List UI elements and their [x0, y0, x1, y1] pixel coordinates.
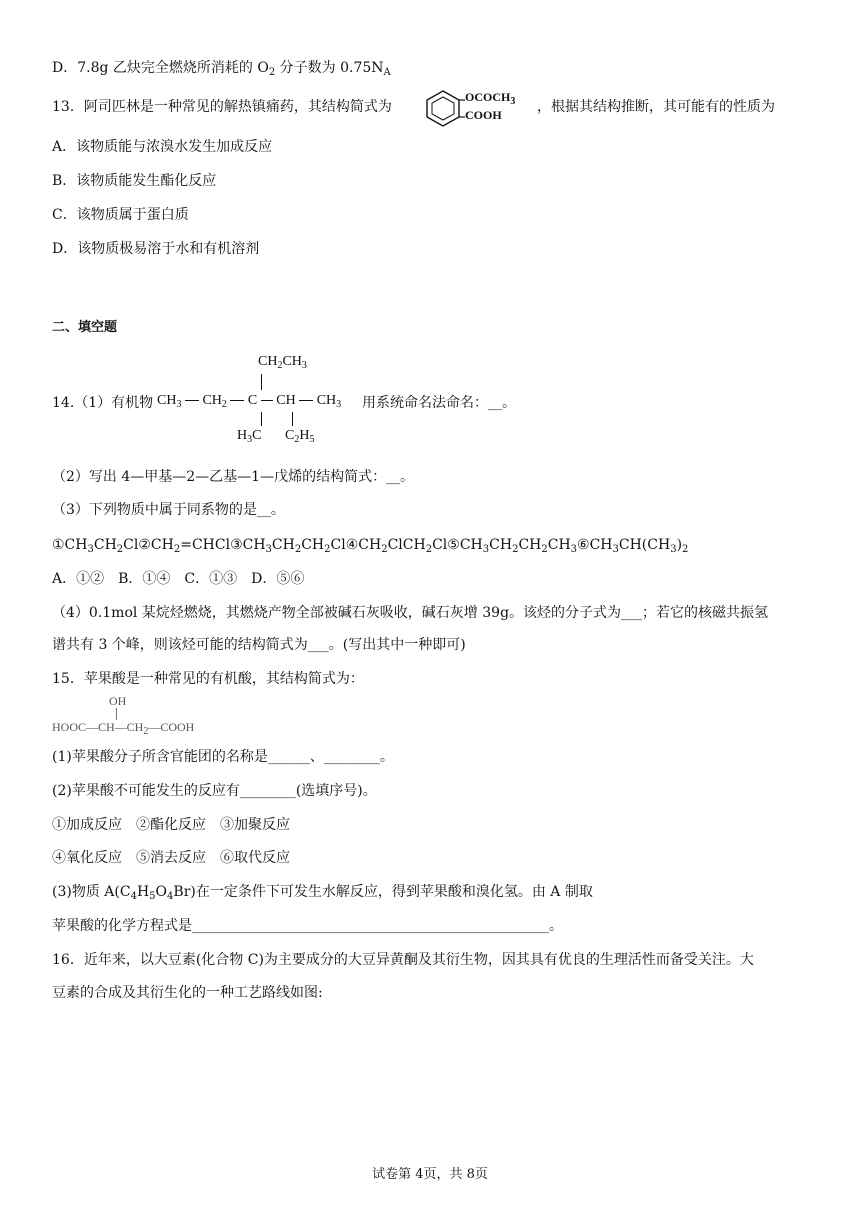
- q14-choices: A．①② B．①④ C．①③ D．⑤⑥: [52, 571, 305, 587]
- q13-stem-post: ，根据其结构推断，其可能有的性质为: [537, 99, 775, 115]
- q14-part4-line1: （4）0.1mol 某烷烃燃烧，其燃烧产物全部被碱石灰吸收，碱石灰增 39g。该烃的分子式为___；若它的核磁共振氢: [52, 605, 769, 621]
- q15-reactions-1: ①加成反应 ②酯化反应 ③加聚反应: [52, 817, 290, 833]
- q14-part4-line2: 谱共有 3 个峰，则该烃可能的结构简式为___。(写出其中一种即可): [52, 637, 466, 653]
- q14-part2: （2）写出 4—甲基—2—乙基—1—戊烯的结构简式：__。: [52, 469, 415, 485]
- q15-part1: (1)苹果酸分子所含官能团的名称是______、________。: [52, 749, 394, 765]
- q15-part3-line2: 苹果酸的化学方程式是___________________________________________________。: [52, 918, 563, 934]
- q14-structure: [157, 354, 367, 448]
- q14-compound-list: $①CH_3CH_2Cl②CH_2=CHCl③CH_3CH_2CH_2Cl④CH_2ClCH_2Cl⑤CH_3CH_2CH_2CH_3⑥CH_3CH(CH_3)_2$: [52, 537, 689, 555]
- q15-part3-line1: (3)物质 $A(C_4H_5O_4Br)$在一定条件下可发生水解反应，得到苹果酸和溴化氢。由 A 制取: [52, 884, 593, 902]
- malic-oh: OH: [109, 694, 127, 708]
- section-title: 二、填空题: [52, 320, 118, 335]
- aspirin-top-group: $OCOCH_3$: [465, 90, 516, 107]
- q16-line1: 16．近年来，以大豆素(化合物 C)为主要成分的大豆异黄酮及其衍生物，因其具有优良的生理活性而备受关注。大: [52, 952, 754, 968]
- q13-stem: 13．阿司匹林是一种常见的解热镇痛药，其结构简式为: [52, 99, 392, 115]
- q15-stem: 15．苹果酸是一种常见的有机酸，其结构简式为：: [52, 671, 364, 687]
- aspirin-bottom-group: COOH: [465, 108, 502, 122]
- q16-line2: 豆素的合成及其衍生化的一种工艺路线如图:: [52, 985, 323, 1001]
- benzene-ring-icon: [421, 88, 465, 128]
- q14-part1-pre: 14.（1）有机物: [52, 395, 154, 411]
- q14-struct-main: $CH_3$ $CH_2$ C CH $CH_3$: [157, 393, 342, 410]
- malic-acid-structure: [52, 694, 232, 738]
- q13-option-b: B．该物质能发生酯化反应: [52, 173, 217, 189]
- q14-struct-top: $CH_2CH_3$: [258, 354, 307, 371]
- aspirin-structure: [421, 88, 531, 128]
- q15-part2: (2)苹果酸不可能发生的反应有________(选填序号)。: [52, 783, 377, 799]
- q13-option-c: C．该物质属于蛋白质: [52, 207, 189, 223]
- q15-reactions-2: ④氧化反应 ⑤消去反应 ⑥取代反应: [52, 850, 290, 866]
- q14-struct-bottom-left: $H_3C$: [237, 428, 262, 445]
- q14-part3: （3）下列物质中属于同系物的是__。: [52, 502, 285, 518]
- q14-part1-post: 用系统命名法命名：__。: [362, 395, 516, 411]
- q12-option-d: D．7.8g 乙炔完全燃烧所消耗的 $O_2$ 分子数为 $0.75N_A$: [52, 60, 391, 78]
- q13-option-d: D．该物质极易溶于水和有机溶剂: [52, 241, 260, 257]
- malic-main: $HOOC—CH—CH_2—COOH$: [52, 720, 195, 737]
- page-footer: 试卷第 4页，共 8页: [372, 1167, 488, 1182]
- q13-option-a: A．该物质能与浓溴水发生加成反应: [52, 139, 273, 155]
- q14-struct-bottom-right: $C_2H_5$: [285, 428, 315, 445]
